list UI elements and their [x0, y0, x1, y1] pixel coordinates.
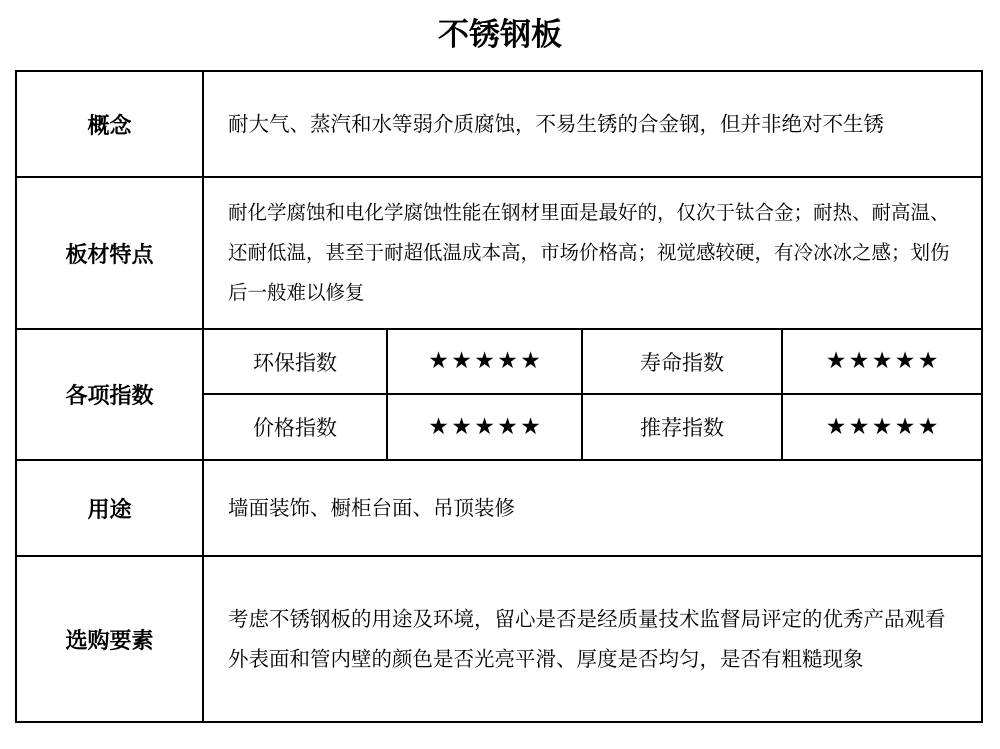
row-label-indices: 各项指数	[16, 329, 203, 460]
star-icon: ★	[428, 348, 449, 374]
star-icon: ★	[825, 348, 847, 374]
star-icon: ★	[871, 348, 893, 374]
star-icon: ★	[917, 413, 939, 440]
row-buying	[16, 556, 982, 722]
page-title: 不锈钢板	[438, 17, 562, 53]
star-rating	[387, 394, 582, 460]
row-usage	[16, 460, 982, 556]
star-icon: ★	[871, 413, 893, 440]
star-icon: ★	[497, 348, 518, 374]
row-indices-1	[16, 329, 982, 394]
index-name: 寿命指数	[582, 329, 782, 394]
star-icon: ★	[520, 413, 541, 440]
star-rating	[782, 394, 982, 460]
star-icon: ★	[894, 348, 916, 374]
star-icon: ★	[848, 413, 870, 440]
star-rating	[387, 329, 582, 394]
features-text: 耐化学腐蚀和电化学腐蚀性能在钢材里面是最好的，仅次于钛合金；耐热、耐高温、还耐低温，甚至于耐超低温成本高，市场价格高；视觉感较硬，有冷冰冰之感；划伤后一般难以修复	[203, 177, 982, 329]
row-label-features: 板材特点	[16, 177, 203, 329]
index-name: 环保指数	[203, 329, 387, 394]
index-name: 价格指数	[203, 394, 387, 460]
star-icon: ★	[917, 348, 939, 374]
star-icon: ★	[497, 413, 518, 440]
index-name: 推荐指数	[582, 394, 782, 460]
star-icon: ★	[848, 348, 870, 374]
star-icon: ★	[894, 413, 916, 440]
spec-table	[15, 70, 983, 723]
star-icon: ★	[451, 348, 472, 374]
star-icon: ★	[474, 413, 495, 440]
star-icon: ★	[428, 413, 449, 440]
star-icon: ★	[520, 348, 541, 374]
concept-text: 耐大气、蒸汽和水等弱介质腐蚀，不易生锈的合金钢，但并非绝对不生锈	[203, 71, 982, 177]
star-icon: ★	[825, 413, 847, 440]
row-concept	[16, 71, 982, 177]
row-label-buying: 选购要素	[16, 556, 203, 722]
star-icon: ★	[451, 413, 472, 440]
buying-text: 考虑不锈钢板的用途及环境，留心是否是经质量技术监督局评定的优秀产品观看外表面和管内壁的颜色是否光亮平滑、厚度是否均匀，是否有粗糙现象	[203, 556, 982, 722]
star-rating	[782, 329, 982, 394]
row-label-concept: 概念	[16, 71, 203, 177]
row-features	[16, 177, 982, 329]
row-label-usage: 用途	[16, 460, 203, 556]
usage-text: 墙面装饰、橱柜台面、吊顶装修	[203, 460, 982, 556]
star-icon: ★	[474, 348, 495, 374]
